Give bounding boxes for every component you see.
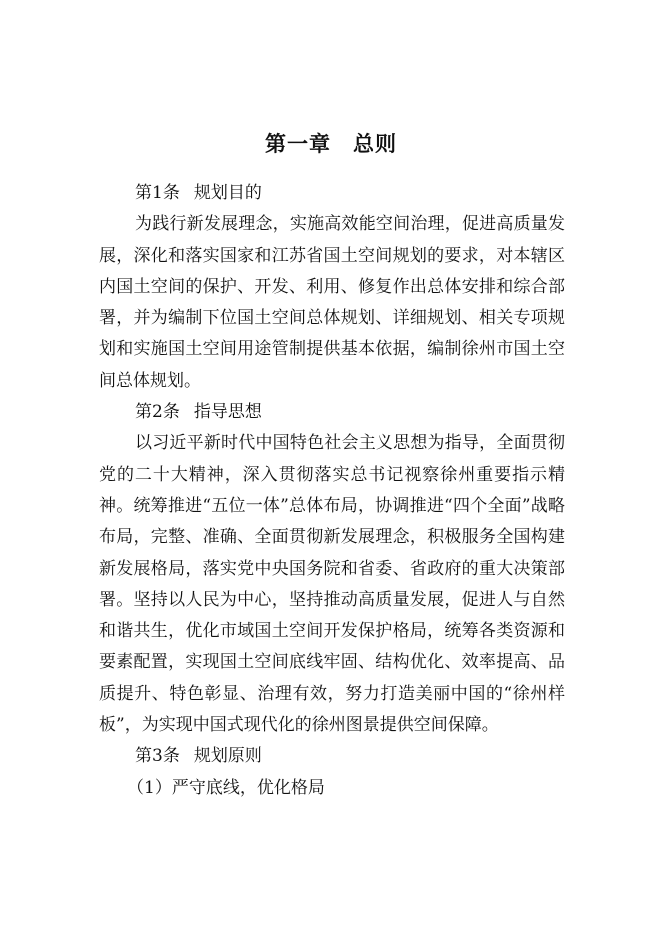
article-1-number: 第1条 [135,183,180,203]
article-3-title: 规划原则 [193,746,262,767]
article-1-heading [99,178,565,209]
article-3-number: 第3条 [135,746,180,767]
article-2-paragraph: 以习近平新时代中国特色社会主义思想为指导，全面贯彻党的二十大精神，深入贯彻落实总书记视察徐州重要指示精神。统筹推进“五位一体”总体布局，协调推进“四个全面”战略布局，完整、准确、全面贯彻新发展理念，积极服务全国构建新发展格局，落实党中央国务院和省委、省政府的重大决策部署。坚持以人民为中心，坚持推动高质量发展，促进人与自然和谐共生，优化市域国土空间开发保护格局，统筹各类资源和要素配置，实现国土空间底线牢固、结构优化、效率提高、品质提升、特色彰显、治理有效，努力打造美丽中国的“徐州样板”，为实现中国式现代化的徐州图景提供空间保障。 [99,433,565,736]
chapter-name: 总则 [353,132,397,157]
chapter-body [99,178,565,804]
article-2-heading [99,397,565,428]
article-1-title: 规划目的 [193,183,262,203]
article-3-item-1: （1）严守底线，优化格局 [127,777,325,798]
article-2-title: 指导思想 [193,402,262,423]
chapter-number: 第一章 [265,132,331,157]
article-2-number: 第2条 [135,402,180,423]
article-3-heading [99,741,565,772]
chapter-title [0,129,662,159]
article-1-paragraph: 为践行新发展理念，实施高效能空间治理，促进高质量发展，深化和落实国家和江苏省国土空间规划的要求，对本辖区内国土空间的保护、开发、利用、修复作出总体安排和综合部署，并为编制下位国土空间总体规划、详细规划、相关专项规划和实施国土空间用途管制提供基本依据，编制徐州市国土空间总体规划。 [99,214,565,391]
